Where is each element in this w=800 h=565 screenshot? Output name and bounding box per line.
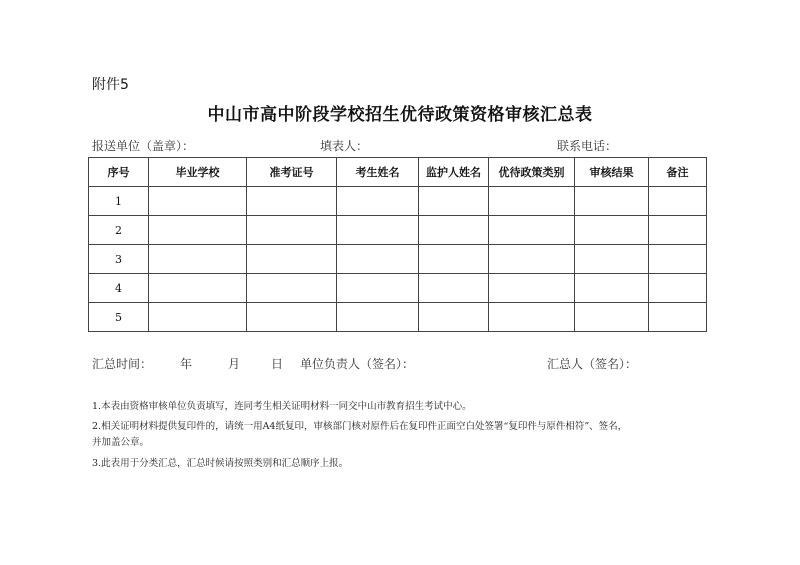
table-cell[interactable] — [649, 216, 707, 245]
table-cell[interactable] — [419, 245, 489, 274]
table-row — [89, 303, 707, 332]
table-cell[interactable] — [419, 187, 489, 216]
table-row — [89, 245, 707, 274]
table-cell[interactable] — [149, 187, 247, 216]
table-cell[interactable] — [337, 187, 419, 216]
row-number-cell: 3 — [89, 245, 149, 274]
form-filler-field: 填表人： — [320, 139, 369, 153]
table-cell[interactable] — [575, 216, 649, 245]
day-label: 日 — [271, 357, 284, 371]
column-header: 优待政策类别 — [489, 158, 575, 187]
note-item: 1.本表由资格审核单位负责填写，连同考生相关证明材料一同交中山市教育招生考试中心。 — [92, 401, 472, 412]
review-summary-table — [88, 157, 707, 332]
column-header: 序号 — [89, 158, 149, 187]
table-cell[interactable] — [419, 216, 489, 245]
table-cell[interactable] — [649, 274, 707, 303]
unit-leader-signature-field: 单位负责人（签名）： — [300, 357, 415, 371]
table-cell[interactable] — [489, 274, 575, 303]
row-number-cell: 1 — [89, 187, 149, 216]
table-row — [89, 216, 707, 245]
table-cell[interactable] — [337, 216, 419, 245]
table-header-row — [89, 158, 707, 187]
note-item: 2.相关证明材料提供复印件的，请统一用A4纸复印，审核部门核对原件后在复印件正面空白处签署“复印件与原件相符”、签名， — [92, 421, 628, 432]
table-cell[interactable] — [649, 245, 707, 274]
table-cell[interactable] — [149, 245, 247, 274]
table-cell[interactable] — [337, 303, 419, 332]
column-header: 监护人姓名 — [419, 158, 489, 187]
table-cell[interactable] — [489, 303, 575, 332]
page-title: 中山市高中阶段学校招生优待政策资格审核汇总表 — [207, 105, 593, 125]
table-cell[interactable] — [247, 303, 337, 332]
column-header: 考生姓名 — [337, 158, 419, 187]
column-header: 准考证号 — [247, 158, 337, 187]
reporting-unit-field: 报送单位（盖章）： — [92, 139, 195, 153]
column-header: 毕业学校 — [149, 158, 247, 187]
table-cell[interactable] — [575, 245, 649, 274]
table-cell[interactable] — [337, 245, 419, 274]
attachment-label: 附件5 — [92, 77, 129, 93]
table-cell[interactable] — [149, 274, 247, 303]
table-cell[interactable] — [489, 245, 575, 274]
summarizer-signature-field: 汇总人（签名）： — [547, 357, 638, 371]
table-cell[interactable] — [149, 303, 247, 332]
row-number-cell: 2 — [89, 216, 149, 245]
table-cell[interactable] — [649, 303, 707, 332]
table-cell[interactable] — [419, 303, 489, 332]
table-row — [89, 274, 707, 303]
table-cell[interactable] — [419, 274, 489, 303]
table-cell[interactable] — [575, 303, 649, 332]
row-number-cell: 4 — [89, 274, 149, 303]
table-cell[interactable] — [337, 274, 419, 303]
contact-phone-field: 联系电话： — [557, 139, 618, 153]
table-cell[interactable] — [575, 187, 649, 216]
summary-time-label: 汇总时间： — [92, 357, 153, 371]
table-cell[interactable] — [489, 216, 575, 245]
table-cell[interactable] — [247, 245, 337, 274]
table-row — [89, 187, 707, 216]
table-cell[interactable] — [575, 274, 649, 303]
note-item: 并加盖公章。 — [92, 437, 150, 448]
table-cell[interactable] — [247, 216, 337, 245]
note-item: 3.此表用于分类汇总，汇总时候请按照类别和汇总顺序上报。 — [92, 458, 349, 469]
table-cell[interactable] — [247, 187, 337, 216]
table-cell[interactable] — [649, 187, 707, 216]
table-cell[interactable] — [149, 216, 247, 245]
table-cell[interactable] — [489, 187, 575, 216]
column-header: 备注 — [649, 158, 707, 187]
year-label: 年 — [180, 357, 193, 371]
row-number-cell: 5 — [89, 303, 149, 332]
month-label: 月 — [228, 357, 241, 371]
table-cell[interactable] — [247, 274, 337, 303]
column-header: 审核结果 — [575, 158, 649, 187]
